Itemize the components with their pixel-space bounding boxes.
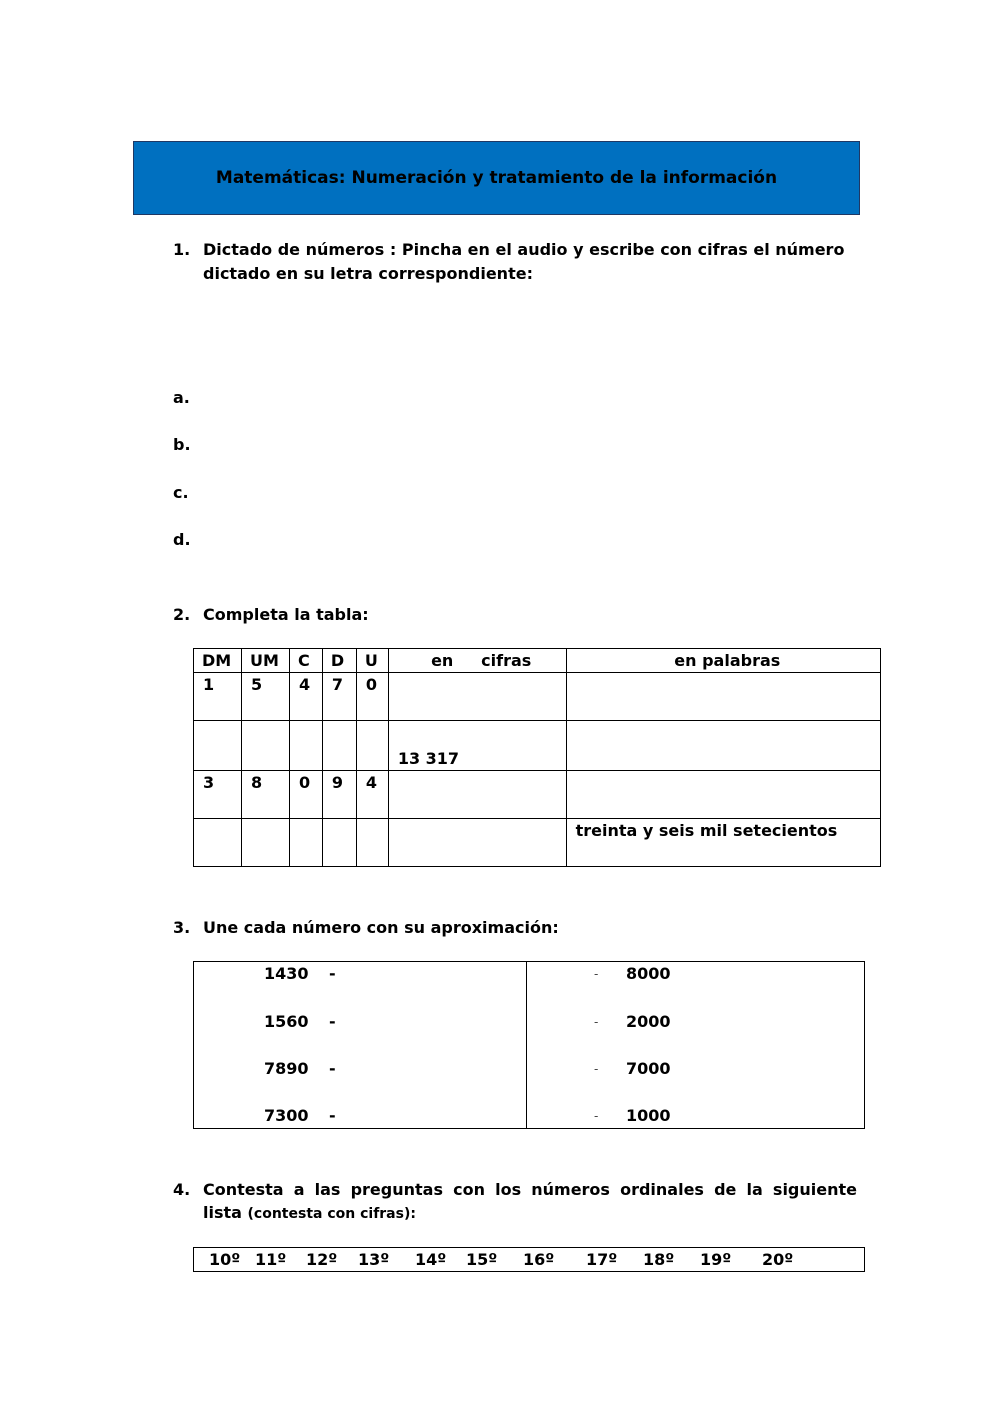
table-row bbox=[194, 721, 881, 771]
match-left-number: 1560 bbox=[264, 1012, 309, 1031]
cell-d[interactable] bbox=[322, 819, 356, 867]
cell-d: 7 bbox=[322, 673, 356, 721]
question-3-number: 3. bbox=[173, 918, 191, 937]
match-left-dot[interactable]: - bbox=[329, 1012, 336, 1031]
match-left-dot[interactable]: - bbox=[329, 1106, 336, 1125]
cell-c[interactable] bbox=[289, 819, 322, 867]
cell-dm: 1 bbox=[194, 673, 242, 721]
match-left-dot[interactable]: - bbox=[329, 1059, 336, 1078]
ordinal-item: 13º bbox=[358, 1250, 390, 1269]
ordinal-item: 15º bbox=[466, 1250, 498, 1269]
cell-u[interactable] bbox=[356, 819, 388, 867]
ordinal-item: 19º bbox=[700, 1250, 732, 1269]
match-right-number: 7000 bbox=[626, 1059, 671, 1078]
matching-divider bbox=[526, 961, 527, 1129]
cell-u: 4 bbox=[356, 771, 388, 819]
question-4-text-line2-main: lista bbox=[203, 1203, 242, 1222]
cell-u[interactable] bbox=[356, 721, 388, 771]
question-4-number: 4. bbox=[173, 1180, 191, 1199]
question-4-text-line1: Contesta a las preguntas con los números ordinales de la siguiente bbox=[203, 1180, 857, 1199]
question-4-text-line2-paren: (contesta con cifras): bbox=[247, 1206, 416, 1222]
cell-dm[interactable] bbox=[194, 721, 242, 771]
answer-label-d: d. bbox=[173, 530, 191, 549]
table-row bbox=[194, 771, 881, 819]
cell-um[interactable] bbox=[241, 819, 289, 867]
cell-dm: 3 bbox=[194, 771, 242, 819]
match-right-number: 2000 bbox=[626, 1012, 671, 1031]
ordinal-item: 17º bbox=[586, 1250, 618, 1269]
ordinal-item: 20º bbox=[762, 1250, 794, 1269]
ordinal-item: 14º bbox=[415, 1250, 447, 1269]
match-left-dot[interactable]: - bbox=[329, 964, 336, 983]
cell-um: 5 bbox=[241, 673, 289, 721]
table-row bbox=[194, 673, 881, 721]
cell-u: 0 bbox=[356, 673, 388, 721]
question-1-text-line2: dictado en su letra correspondiente: bbox=[203, 264, 533, 283]
cell-palabras[interactable] bbox=[566, 771, 880, 819]
match-right-dot[interactable]: - bbox=[594, 967, 599, 981]
match-left-number: 7890 bbox=[264, 1059, 309, 1078]
match-right-dot[interactable]: - bbox=[594, 1109, 599, 1123]
match-right-dot[interactable]: - bbox=[594, 1015, 599, 1029]
match-right-number: 8000 bbox=[626, 964, 671, 983]
ordinal-item: 12º bbox=[306, 1250, 338, 1269]
question-2-text: Completa la tabla: bbox=[203, 605, 369, 624]
question-4-text-line2 bbox=[203, 1201, 416, 1226]
matching-box bbox=[193, 961, 865, 1129]
question-1-number: 1. bbox=[173, 240, 191, 259]
cell-cifras[interactable] bbox=[388, 673, 566, 721]
header-u: U bbox=[356, 649, 388, 673]
ordinal-item: 11º bbox=[255, 1250, 287, 1269]
question-1-text-line1: Dictado de números : Pincha en el audio y escribe con cifras el número bbox=[203, 240, 845, 259]
header-um: UM bbox=[241, 649, 289, 673]
ordinal-item: 10º bbox=[209, 1250, 241, 1269]
cell-cifras: 13 317 bbox=[388, 721, 566, 771]
match-right-dot[interactable]: - bbox=[594, 1062, 599, 1076]
cell-c: 4 bbox=[289, 673, 322, 721]
cell-palabras: treinta y seis mil setecientos bbox=[566, 819, 880, 867]
table-header-row bbox=[194, 649, 881, 673]
cell-dm[interactable] bbox=[194, 819, 242, 867]
place-value-table bbox=[193, 648, 881, 867]
match-left-number: 1430 bbox=[264, 964, 309, 983]
cell-um[interactable] bbox=[241, 721, 289, 771]
header-dm: DM bbox=[194, 649, 242, 673]
ordinal-item: 18º bbox=[643, 1250, 675, 1269]
header-c: C bbox=[289, 649, 322, 673]
cell-palabras[interactable] bbox=[566, 673, 880, 721]
header-d: D bbox=[322, 649, 356, 673]
table-row bbox=[194, 819, 881, 867]
cell-cifras[interactable] bbox=[388, 819, 566, 867]
answer-label-b: b. bbox=[173, 435, 191, 454]
cell-d[interactable] bbox=[322, 721, 356, 771]
cell-c[interactable] bbox=[289, 721, 322, 771]
cell-cifras[interactable] bbox=[388, 771, 566, 819]
question-3-text: Une cada número con su aproximación: bbox=[203, 918, 559, 937]
question-2-number: 2. bbox=[173, 605, 191, 624]
ordinal-item: 16º bbox=[523, 1250, 555, 1269]
page-title: Matemáticas: Numeración y tratamiento de la información bbox=[215, 168, 778, 188]
header-en-palabras: en palabras bbox=[566, 649, 880, 673]
cell-palabras[interactable] bbox=[566, 721, 880, 771]
match-left-number: 7300 bbox=[264, 1106, 309, 1125]
answer-label-a: a. bbox=[173, 388, 190, 407]
cell-c: 0 bbox=[289, 771, 322, 819]
cell-um: 8 bbox=[241, 771, 289, 819]
title-banner bbox=[133, 141, 860, 215]
match-right-number: 1000 bbox=[626, 1106, 671, 1125]
cell-d: 9 bbox=[322, 771, 356, 819]
header-en-cifras: en cifras bbox=[388, 649, 566, 673]
answer-label-c: c. bbox=[173, 483, 189, 502]
